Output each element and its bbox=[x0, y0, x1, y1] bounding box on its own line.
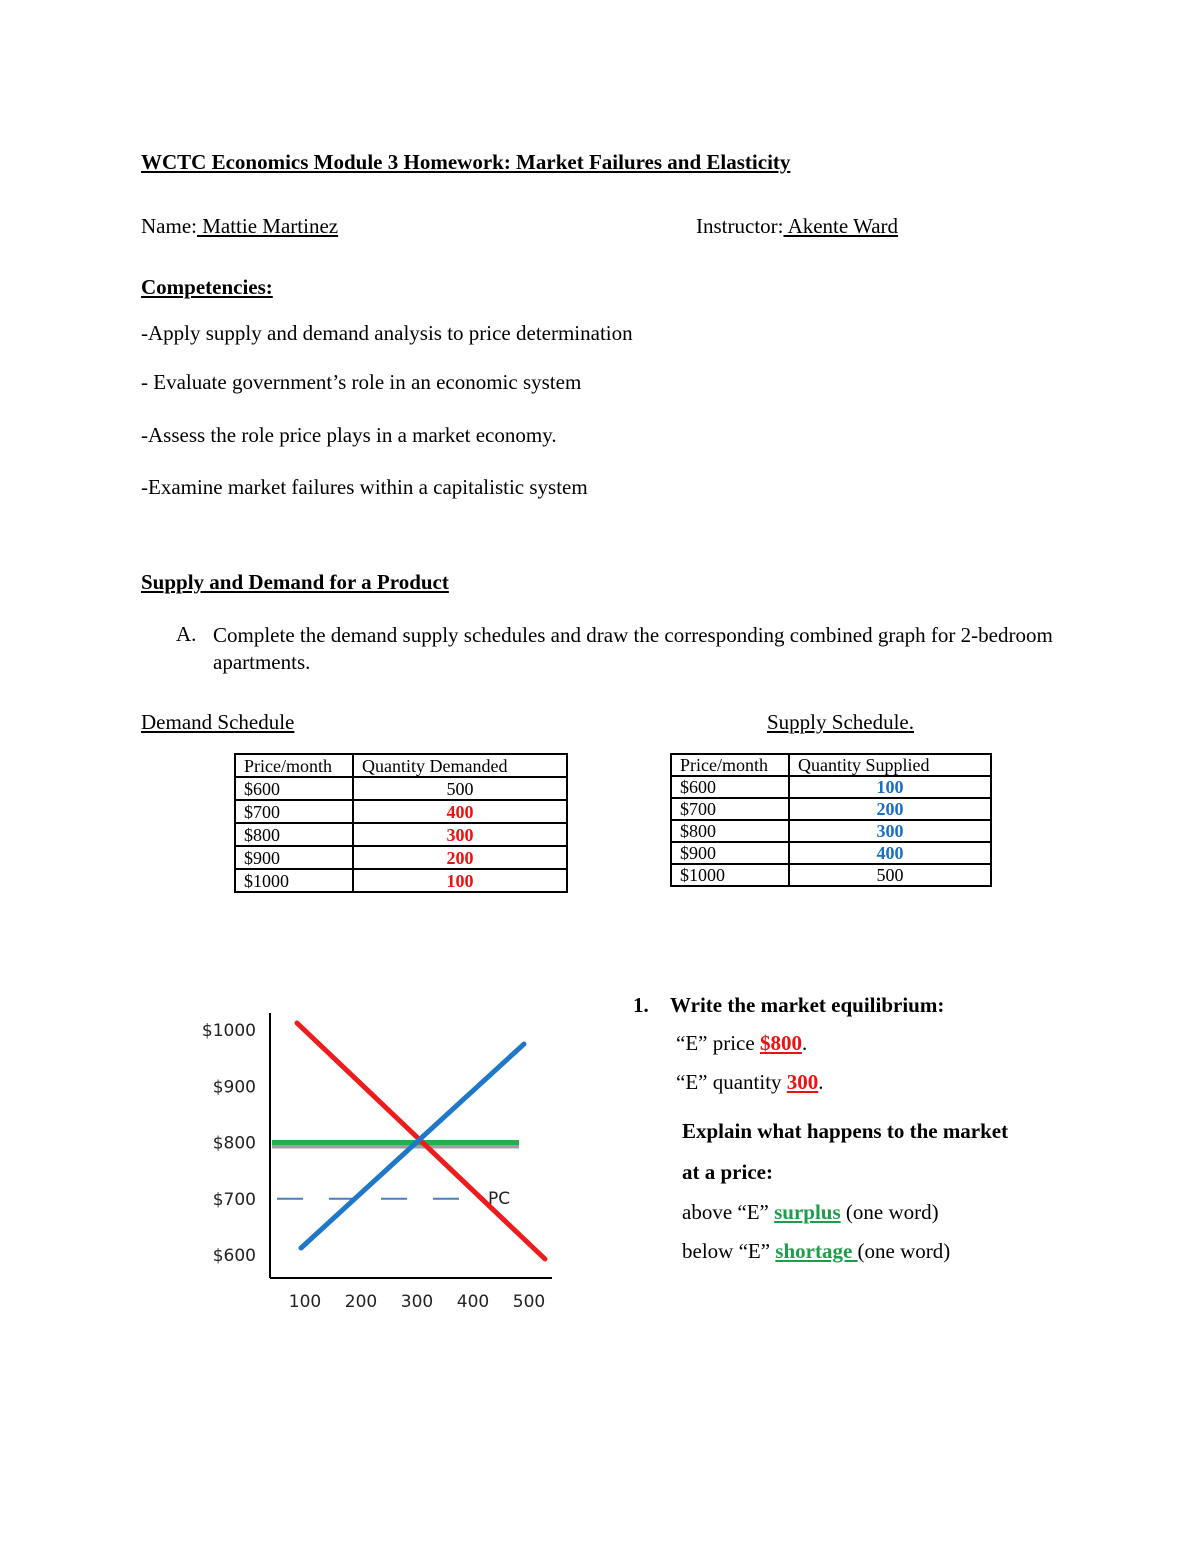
explain-prompt-continued: at a price: bbox=[682, 1160, 773, 1184]
instructor-name: Akente Ward bbox=[783, 214, 899, 238]
explain-prompt: Explain what happens to the market bbox=[682, 1119, 1009, 1143]
price-cell: $600 bbox=[235, 777, 353, 800]
question-text: Write the market equilibrium: bbox=[670, 993, 945, 1017]
period: . bbox=[801, 1031, 808, 1055]
y-tick-label: $600 bbox=[212, 1246, 256, 1266]
x-tick-label: 300 bbox=[400, 1292, 434, 1312]
table-row bbox=[235, 846, 567, 869]
name-label: Name: bbox=[141, 214, 197, 238]
plot-layer bbox=[202, 1013, 552, 1312]
y-tick-label: $800 bbox=[212, 1133, 256, 1154]
equilibrium-price-answer: $800 bbox=[759, 1031, 802, 1055]
name-line bbox=[141, 214, 338, 239]
supply-schedule-title: Supply Schedule bbox=[767, 710, 909, 734]
task-text: Complete the demand supply schedules and draw the corresponding combined graph for 2-bedroom apartments. bbox=[213, 623, 1053, 674]
equilibrium-quantity-label: “E” quantity bbox=[676, 1070, 787, 1094]
above-equilibrium-line bbox=[682, 1200, 939, 1225]
quantity-answer-cell: 200 bbox=[789, 798, 991, 820]
table-row bbox=[671, 864, 991, 886]
table-header-row bbox=[235, 754, 567, 777]
quantity-answer-cell: 200 bbox=[353, 846, 567, 869]
surplus-answer: surplus bbox=[774, 1200, 841, 1224]
table-row bbox=[671, 820, 991, 842]
table-row bbox=[671, 776, 991, 798]
price-cell: $900 bbox=[671, 842, 789, 864]
quantity-answer-cell: 100 bbox=[353, 869, 567, 892]
quantity-answer-cell: 300 bbox=[789, 820, 991, 842]
y-tick-label: $700 bbox=[212, 1189, 256, 1210]
table-header-price: Price/month bbox=[235, 754, 353, 777]
quantity-answer-cell: 100 bbox=[789, 776, 991, 798]
competency-item: -Assess the role price plays in a market economy. bbox=[141, 423, 557, 447]
price-cell: $600 bbox=[671, 776, 789, 798]
competency-item: -Examine market failures within a capitalistic system bbox=[141, 475, 588, 499]
x-tick-label: 400 bbox=[456, 1292, 490, 1312]
document-title: WCTC Economics Module 3 Homework: Market Failures and Elasticity bbox=[141, 150, 791, 174]
instructor-label: Instructor: bbox=[696, 214, 784, 238]
competency-item: -Apply supply and demand analysis to price determination bbox=[141, 321, 633, 345]
price-cell: $800 bbox=[671, 820, 789, 842]
table-header-quantity: Quantity Supplied bbox=[789, 754, 991, 776]
period: . bbox=[818, 1070, 824, 1094]
table-row bbox=[235, 869, 567, 892]
student-name: Mattie Martinez bbox=[196, 214, 339, 238]
above-label: above “E” bbox=[682, 1200, 775, 1224]
table-row bbox=[235, 800, 567, 823]
below-equilibrium-line bbox=[682, 1239, 950, 1264]
quantity-answer-cell: 400 bbox=[789, 842, 991, 864]
task-marker: A. bbox=[176, 622, 197, 646]
equilibrium-price-line bbox=[676, 1031, 807, 1056]
table-header-quantity: Quantity Demanded bbox=[353, 754, 567, 777]
price-cell: $1000 bbox=[235, 869, 353, 892]
quantity-answer-cell: 300 bbox=[353, 823, 567, 846]
quantity-cell: 500 bbox=[789, 864, 991, 886]
supply-schedule-heading bbox=[767, 710, 914, 735]
price-cell: $900 bbox=[235, 846, 353, 869]
price-cell: $700 bbox=[671, 798, 789, 820]
supply-demand-chart bbox=[190, 995, 570, 1325]
x-tick-label: 100 bbox=[288, 1292, 322, 1312]
instructor-line bbox=[696, 214, 898, 239]
competency-item: - Evaluate government’s role in an economic system bbox=[141, 370, 582, 394]
table-row bbox=[671, 798, 991, 820]
one-word-note: (one word) bbox=[840, 1200, 939, 1224]
price-cell: $1000 bbox=[671, 864, 789, 886]
table-row bbox=[235, 777, 567, 800]
x-tick-label: 200 bbox=[344, 1292, 378, 1312]
one-word-note: (one word) bbox=[857, 1239, 951, 1263]
price-cell: $800 bbox=[235, 823, 353, 846]
equilibrium-price-label: “E” price bbox=[676, 1031, 760, 1055]
demand-schedule-table bbox=[234, 753, 568, 893]
y-tick-label: $900 bbox=[212, 1077, 256, 1098]
equilibrium-quantity-answer: 300 bbox=[786, 1070, 819, 1094]
demand-schedule-title: Demand Schedule bbox=[141, 710, 295, 734]
below-label: below “E” bbox=[682, 1239, 776, 1263]
x-tick-label: 500 bbox=[512, 1292, 546, 1312]
table-row bbox=[235, 823, 567, 846]
shortage-answer: shortage bbox=[775, 1239, 858, 1263]
price-cell: $700 bbox=[235, 800, 353, 823]
competencies-heading: Competencies: bbox=[141, 275, 273, 299]
table-header-row bbox=[671, 754, 991, 776]
supply-schedule-period: . bbox=[908, 710, 914, 734]
equilibrium-quantity-line bbox=[676, 1070, 824, 1095]
price-ceiling-label: PC bbox=[488, 1188, 511, 1209]
table-row bbox=[671, 842, 991, 864]
y-tick-label: $1000 bbox=[201, 1021, 256, 1041]
table-header-price: Price/month bbox=[671, 754, 789, 776]
quantity-cell: 500 bbox=[353, 777, 567, 800]
question-number: 1. bbox=[633, 993, 649, 1017]
supply-schedule-table bbox=[670, 753, 992, 887]
quantity-answer-cell: 400 bbox=[353, 800, 567, 823]
section-heading: Supply and Demand for a Product bbox=[141, 570, 449, 594]
